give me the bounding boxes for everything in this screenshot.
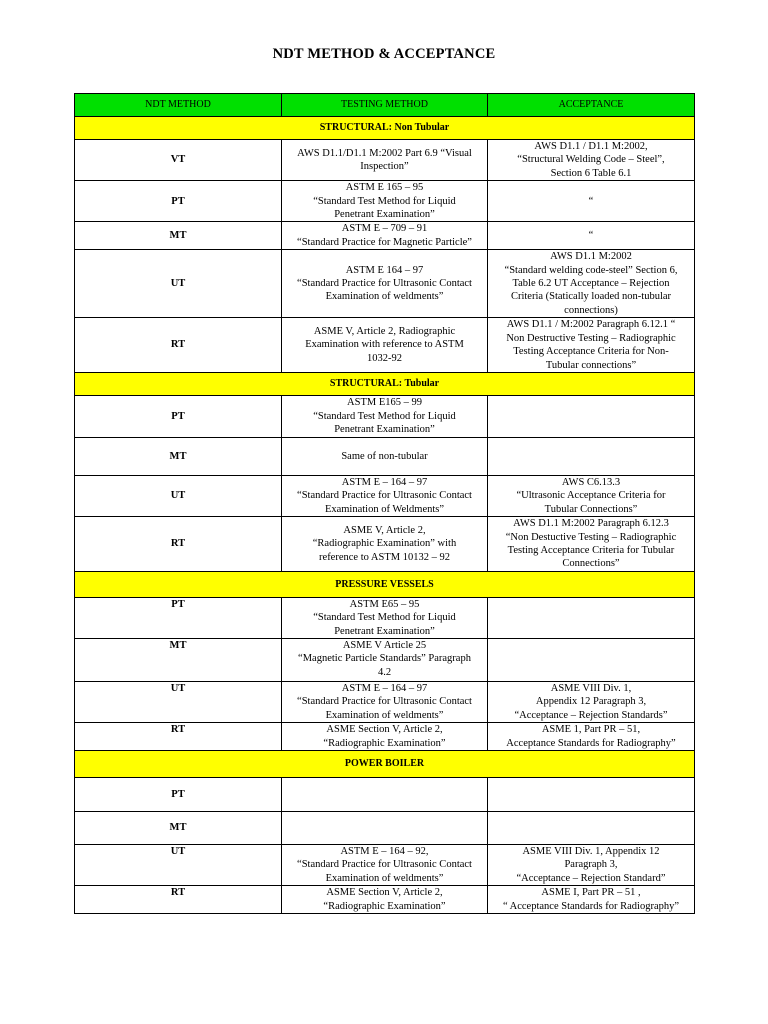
table-row [75, 845, 695, 886]
ndt-method-cell: PT [75, 395, 282, 437]
acceptance-cell [488, 395, 695, 437]
testing-method-cell [282, 222, 488, 250]
acceptance-cell-line: AWS C6.13.3 [561, 476, 621, 488]
acceptance-cell-line: Testing Acceptance Criteria for Tubular [507, 544, 675, 556]
ndt-method-cell: MT [75, 437, 282, 475]
acceptance-cell-line: “Acceptance – Rejection Standards” [514, 709, 668, 721]
table-row [75, 181, 695, 222]
testing-method-cell-line: Inspection” [360, 161, 409, 173]
acceptance-cell [488, 845, 695, 886]
acceptance-cell-line: Non Destructive Testing – Radiographic [506, 332, 676, 344]
acceptance-cell-line: Testing Acceptance Criteria for Non- [513, 346, 669, 358]
testing-method-cell [282, 681, 488, 722]
testing-method-cell-line: ASTM E – 164 – 92, [340, 846, 429, 857]
acceptance-cell-line: ASME VIII Div. 1, [550, 682, 632, 694]
testing-method-cell-line: ASTM E165 – 99 [347, 397, 422, 409]
acceptance-cell [488, 778, 695, 812]
acceptance-cell-line: AWS D1.1 / M:2002 Paragraph 6.12.1 “ [506, 319, 676, 331]
table-row [75, 812, 695, 845]
acceptance-cell-line: ASME 1, Part PR – 51, [541, 724, 641, 736]
ndt-method-cell: RT [75, 723, 282, 751]
acceptance-cell-line: “Non Destuctive Testing – Radiographic [505, 531, 677, 543]
ndt-method-cell: VT [75, 140, 282, 181]
table-row [75, 886, 695, 914]
ndt-method-cell: MT [75, 638, 282, 681]
testing-method-cell-line: “Standard Practice for Ultrasonic Contact [297, 859, 472, 871]
testing-method-cell-line: ASME V, Article 2, Radiographic [313, 325, 456, 337]
acceptance-cell-line: “ Acceptance Standards for Radiography” [502, 900, 680, 912]
testing-method-cell-line: “Radiographic Examination” [323, 737, 446, 749]
testing-method-cell-line: “Magnetic Particle Standards” Paragraph [298, 653, 471, 665]
testing-method-cell [282, 812, 488, 845]
acceptance-cell-line: Criteria (Statically loaded non-tubular [510, 291, 672, 303]
ndt-method-cell: MT [75, 222, 282, 250]
testing-method-cell-line: “Standard Test Method for Liquid [313, 410, 456, 422]
testing-method-cell [282, 517, 488, 572]
ndt-method-cell: UT [75, 681, 282, 722]
section-title: PRESSURE VESSELS [75, 571, 695, 597]
section-header-row [75, 751, 695, 778]
testing-method-cell-line: AWS D1.1/D1.1 M:2002 Part 6.9 “Visual [297, 147, 472, 159]
testing-method-cell [282, 181, 488, 222]
ndt-method-cell: PT [75, 778, 282, 812]
testing-method-cell [282, 778, 488, 812]
testing-method-cell-line: “Standard Practice for Ultrasonic Contact [297, 490, 472, 502]
acceptance-cell [488, 250, 695, 318]
testing-method-cell-line: Penetrant Examination” [334, 424, 435, 436]
header-ndt-method: NDT METHOD [75, 94, 282, 117]
testing-method-cell-line: ASTM E – 164 – 97 [341, 476, 428, 488]
section-title: POWER BOILER [75, 751, 695, 778]
testing-method-cell-line: 4.2 [377, 666, 392, 678]
acceptance-cell-line: Acceptance Standards for Radiography” [506, 737, 676, 749]
acceptance-cell-line: Appendix 12 Paragraph 3, [535, 696, 647, 708]
section-title: STRUCTURAL: Tubular [75, 372, 695, 395]
acceptance-cell [488, 597, 695, 638]
acceptance-cell [488, 318, 695, 373]
acceptance-cell-line: Connections” [562, 558, 620, 570]
testing-method-cell-line: “Standard Practice for Ultrasonic Contact [297, 278, 472, 290]
acceptance-cell [488, 437, 695, 475]
ndt-method-cell: PT [75, 181, 282, 222]
ndt-method-cell: UT [75, 250, 282, 318]
table-row [75, 517, 695, 572]
table-row [75, 475, 695, 516]
ndt-method-cell: UT [75, 845, 282, 886]
acceptance-cell [488, 181, 695, 222]
testing-method-cell-line: ASME Section V, Article 2, [326, 724, 443, 736]
table-row [75, 638, 695, 681]
testing-method-cell-line: “Standard Test Method for Liquid [313, 612, 456, 624]
testing-method-cell-line: ASTM E 164 – 97 [345, 264, 424, 276]
acceptance-cell [488, 681, 695, 722]
ndt-method-cell: UT [75, 475, 282, 516]
table-row [75, 681, 695, 722]
acceptance-cell-line: “Acceptance – Rejection Standard” [516, 872, 666, 884]
testing-method-cell-line: “Standard Practice for Ultrasonic Contact [297, 696, 472, 708]
table-row [75, 597, 695, 638]
acceptance-cell-line: AWS D1.1 M:2002 Paragraph 6.12.3 [513, 518, 669, 530]
acceptance-cell-line: Tubular Connections” [544, 503, 638, 515]
acceptance-cell-line: connections) [564, 304, 618, 316]
testing-method-cell [282, 886, 488, 914]
testing-method-cell-line: Penetrant Examination” [334, 625, 435, 637]
testing-method-cell-line: “Standard Test Method for Liquid [313, 195, 456, 207]
ndt-method-cell: RT [75, 318, 282, 373]
ndt-acceptance-table [74, 93, 695, 914]
testing-method-cell-line: Examination of weldments” [325, 291, 444, 303]
testing-method-cell-line: ASME Section V, Article 2, [326, 887, 443, 899]
acceptance-cell-line: ASME VIII Div. 1, Appendix 12 [522, 846, 660, 857]
section-title: STRUCTURAL: Non Tubular [75, 117, 695, 140]
testing-method-cell-line: Same of non-tubular [341, 450, 428, 462]
acceptance-cell [488, 886, 695, 914]
acceptance-cell-line: AWS D1.1 M:2002 [550, 251, 632, 263]
table-row [75, 250, 695, 318]
testing-method-cell [282, 140, 488, 181]
section-header-row [75, 372, 695, 395]
acceptance-cell [488, 140, 695, 181]
testing-method-cell [282, 475, 488, 516]
table-row [75, 222, 695, 250]
table-row [75, 437, 695, 475]
ndt-method-cell: MT [75, 812, 282, 845]
acceptance-cell [488, 222, 695, 250]
testing-method-cell-line: ASTM E – 164 – 97 [341, 682, 428, 694]
acceptance-cell-line: “Standard welding code-steel” Section 6, [504, 264, 678, 276]
acceptance-cell-line: Section 6 Table 6.1 [550, 167, 632, 179]
testing-method-cell-line: ASME V, Article 2, [343, 524, 426, 536]
testing-method-cell-line: Examination with reference to ASTM [305, 339, 464, 351]
testing-method-cell-line: Penetrant Examination” [334, 209, 435, 221]
testing-method-cell-line: Examination of Weldments” [324, 503, 445, 515]
testing-method-cell [282, 318, 488, 373]
testing-method-cell-line: “Standard Practice for Magnetic Particle” [297, 236, 472, 248]
header-testing-method: TESTING METHOD [282, 94, 488, 117]
testing-method-cell [282, 395, 488, 437]
testing-method-cell-line: ASTM E65 – 95 [349, 598, 420, 610]
testing-method-cell-line: reference to ASTM 10132 – 92 [319, 551, 450, 563]
testing-method-cell [282, 638, 488, 681]
table-row [75, 318, 695, 373]
testing-method-cell-line: ASME V Article 25 [342, 639, 427, 651]
testing-method-cell-line: Examination of weldments” [325, 872, 444, 884]
section-header-row [75, 571, 695, 597]
acceptance-cell-line: Paragraph 3, [564, 859, 618, 871]
acceptance-cell-line: “ [588, 195, 594, 207]
acceptance-cell-line: Table 6.2 UT Acceptance – Rejection [512, 278, 670, 290]
acceptance-cell-line: “ [588, 230, 594, 242]
testing-method-cell-line: ASTM E 165 – 95 [345, 182, 424, 194]
acceptance-cell [488, 475, 695, 516]
testing-method-cell [282, 597, 488, 638]
acceptance-cell [488, 517, 695, 572]
acceptance-cell [488, 812, 695, 845]
table-row [75, 140, 695, 181]
section-header-row [75, 117, 695, 140]
testing-method-cell-line: Examination of weldments” [325, 709, 444, 721]
table-row [75, 395, 695, 437]
acceptance-cell-line: “Structural Welding Code – Steel”, [517, 154, 665, 166]
testing-method-cell [282, 723, 488, 751]
acceptance-cell [488, 638, 695, 681]
testing-method-cell-line: “Radiographic Examination” [323, 900, 446, 912]
ndt-method-cell: RT [75, 886, 282, 914]
table-row [75, 778, 695, 812]
testing-method-cell [282, 437, 488, 475]
table-row [75, 723, 695, 751]
header-acceptance: ACCEPTANCE [488, 94, 695, 117]
acceptance-cell-line: AWS D1.1 / D1.1 M:2002, [534, 141, 648, 152]
acceptance-cell [488, 723, 695, 751]
header-row [75, 94, 695, 117]
ndt-method-cell: PT [75, 597, 282, 638]
acceptance-cell-line: Tubular connections” [545, 359, 637, 371]
testing-method-cell-line: 1032-92 [367, 352, 402, 364]
acceptance-cell-line: “Ultrasonic Acceptance Criteria for [516, 490, 666, 502]
page-title: NDT METHOD & ACCEPTANCE [272, 46, 496, 62]
testing-method-cell-line: ASTM E – 709 – 91 [341, 223, 428, 235]
testing-method-cell [282, 845, 488, 886]
acceptance-cell-line: ASME I, Part PR – 51 , [541, 887, 641, 899]
testing-method-cell [282, 250, 488, 318]
ndt-method-cell: RT [75, 517, 282, 572]
testing-method-cell-line: “Radiographic Examination” with [312, 538, 457, 550]
